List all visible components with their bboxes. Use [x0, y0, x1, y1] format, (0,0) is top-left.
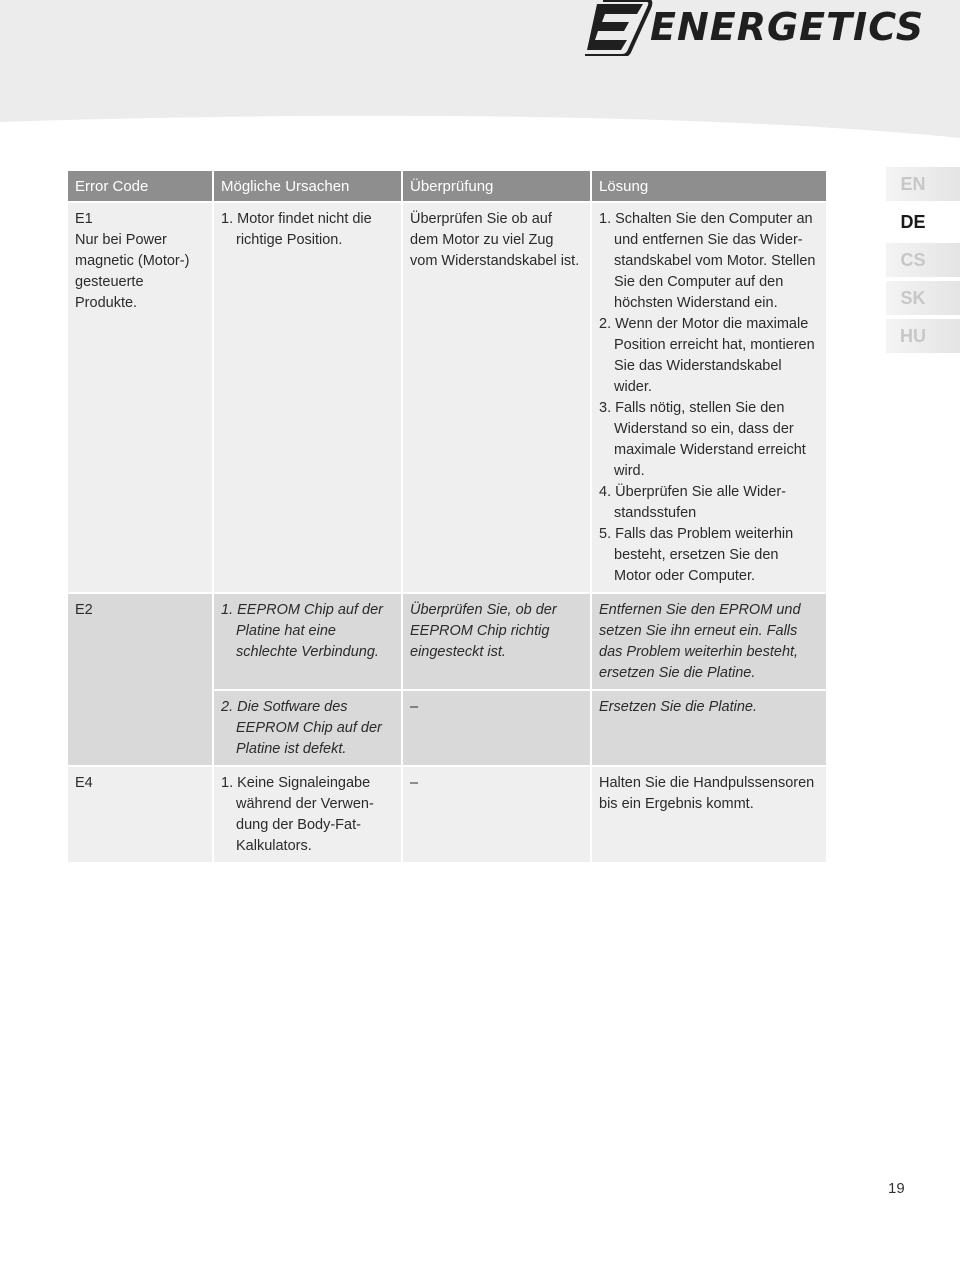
e1-check-cell: [402, 202, 591, 593]
e2-solution2-cell: [591, 690, 826, 766]
tab-language-sk[interactable]: [886, 281, 960, 315]
tab-language-hu-label: HU: [900, 326, 926, 346]
e1-solution-cell: [591, 202, 826, 593]
e1-check: Überprüfen Sie ob auf dem Motor zu viel Zug vom Widerstandskabel ist.: [410, 211, 580, 269]
tab-language-en-label: EN: [900, 174, 926, 194]
tab-language-de-label: DE: [900, 212, 926, 232]
table-row-e1: [68, 202, 826, 593]
e4-check: –: [410, 775, 419, 791]
error-code-table: [68, 171, 826, 862]
e2-solution-2: Ersetzen Sie die Platine.: [599, 699, 757, 715]
e2-check-1: Überprüfen Sie, ob der EEPROM Chip richtig eingesteckt ist.: [410, 602, 557, 660]
e2-cause-1: 1. EEPROM Chip auf der Platine hat eine schlechte Verbindung.: [221, 602, 383, 660]
e2-check-2: –: [410, 699, 419, 715]
tab-language-cs[interactable]: [886, 243, 960, 277]
e2-check1-cell: [402, 593, 591, 690]
language-tabs: [886, 167, 960, 357]
e2-cause2-cell: [213, 690, 402, 766]
e4-solution: Halten Sie die Handpulssensoren bis ein Ergebnis kommt.: [599, 775, 815, 812]
e2-check2-cell: [402, 690, 591, 766]
e2-solution1-cell: [591, 593, 826, 690]
tab-language-de[interactable]: [886, 205, 960, 239]
e2-code-cell: [68, 593, 213, 766]
e2-cause1-cell: [213, 593, 402, 690]
e4-cause-cell: [213, 766, 402, 862]
page-number: 19: [888, 1180, 905, 1197]
e2-code: E2: [75, 602, 93, 618]
e1-solution-step: 2. Wenn der Motor die maximale Position erreicht hat, montieren Sie das Widerstandskabel wider.: [599, 316, 815, 395]
e4-solution-cell: [591, 766, 826, 862]
e1-solution-step: 4. Überprüfen Sie alle Widerstandsstufen: [599, 484, 786, 521]
header-error-code: Error Code: [68, 171, 213, 202]
header-solution: Lösung: [591, 171, 826, 202]
tab-language-en[interactable]: [886, 167, 960, 201]
e1-note-line: Nur bei Power: [75, 232, 167, 248]
tab-language-sk-label: SK: [900, 288, 926, 308]
e1-cause: 1. Motor findet nicht die richtige Position.: [221, 211, 372, 248]
header-check: Überprüfung: [402, 171, 591, 202]
header-causes: Mögliche Ursachen: [213, 171, 402, 202]
e4-code: E4: [75, 775, 93, 791]
e2-solution-1: Entfernen Sie den EPROM und setzen Sie ihn erneut ein. Falls das Problem weiterhin besteht, ersetzen Sie die Platine.: [599, 602, 801, 681]
e1-note-line: Produkte.: [75, 295, 138, 311]
e2-cause-2: 2. Die Sotfware des EEPROM Chip auf der Platine ist defekt.: [221, 699, 382, 757]
e4-check-cell: [402, 766, 591, 862]
e1-code-cell: [68, 202, 213, 593]
e1-solution-step: 5. Falls das Problem weiterhin besteht, ersetzen Sie den Motor oder Computer.: [599, 526, 794, 584]
e1-solution-step: 1. Schalten Sie den Computer an und entfernen Sie das Widerstandskabel vom Motor. Stellen Sie den Computer auf den höchsten Widerstand ein.: [599, 211, 816, 311]
e1-note-line: magnetic (Motor-): [75, 253, 190, 269]
e1-note-line: gesteuerte: [75, 274, 144, 290]
e1-cause-cell: [213, 202, 402, 593]
e1-code: E1: [75, 211, 93, 227]
tab-language-cs-label: CS: [900, 250, 926, 270]
brand-name: ENERGETICS: [650, 5, 925, 49]
e1-solution-step: 3. Falls nötig, stellen Sie den Widerstand so ein, dass der maximale Widerstand erreicht wird.: [599, 400, 806, 479]
tab-language-hu[interactable]: [886, 319, 960, 353]
table-header-row: [68, 171, 826, 202]
e4-code-cell: [68, 766, 213, 862]
table-row-e2-a: [68, 593, 826, 690]
table-row-e4: [68, 766, 826, 862]
e4-cause: 1. Keine Signaleingabe während der Verwendung der Body-Fat-Kalkulators.: [221, 775, 374, 854]
